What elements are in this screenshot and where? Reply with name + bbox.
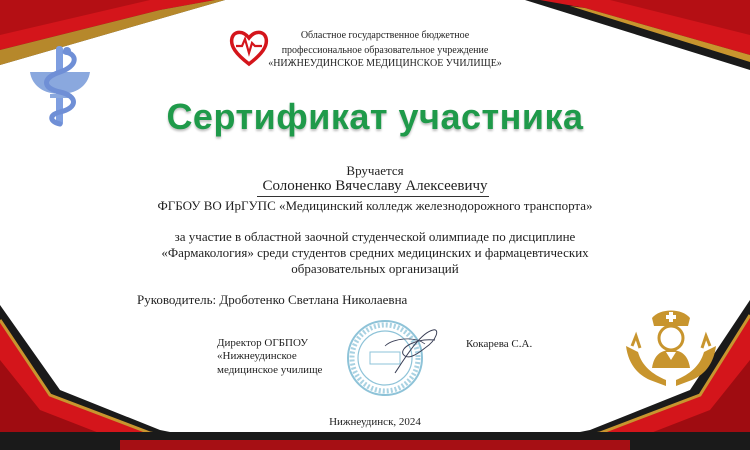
awarded-label: Вручается	[346, 163, 404, 178]
header-line-1: Областное государственное бюджетное	[300, 30, 470, 41]
signer-name: Кокарева С.А.	[466, 338, 533, 350]
reason-line-2: «Фармакология» среди студентов средних медицинских и фармацевтических	[161, 245, 589, 260]
footer-place-year: Нижнеудинск, 2024	[329, 416, 421, 428]
certificate-title: Сертификат участника	[166, 96, 584, 137]
stamp-icon	[345, 318, 455, 398]
reason-line-1: за участие в областной заочной студенческой олимпиаде по дисциплине	[174, 229, 576, 244]
nurse-hands-icon	[622, 306, 720, 394]
header-line-3: «НИЖНЕУДИНСКОЕ МЕДИЦИНСКОЕ УЧИЛИЩЕ»	[268, 58, 502, 69]
recipient-organization: ФГБОУ ВО ИрГУПС «Медицинский колледж железнодорожного транспорта»	[157, 198, 593, 213]
director-title-line-3: медицинское училище	[217, 364, 323, 376]
recipient-underline	[257, 196, 489, 197]
frame-top-right	[510, 0, 750, 110]
reason-line-3: образовательных организаций	[291, 261, 459, 276]
director-title-line-1: Директор ОГБПОУ	[217, 337, 309, 349]
recipient-name: Солоненко Вячеславу Алексеевичу	[262, 178, 488, 194]
supervisor-line: Руководитель: Дроботенко Светлана Николаевна	[137, 292, 408, 307]
bottom-band-red	[120, 440, 630, 450]
director-title-line-2: «Нижнеудинское	[217, 350, 297, 362]
header-line-2: профессиональное образовательное учреждение	[281, 45, 489, 56]
